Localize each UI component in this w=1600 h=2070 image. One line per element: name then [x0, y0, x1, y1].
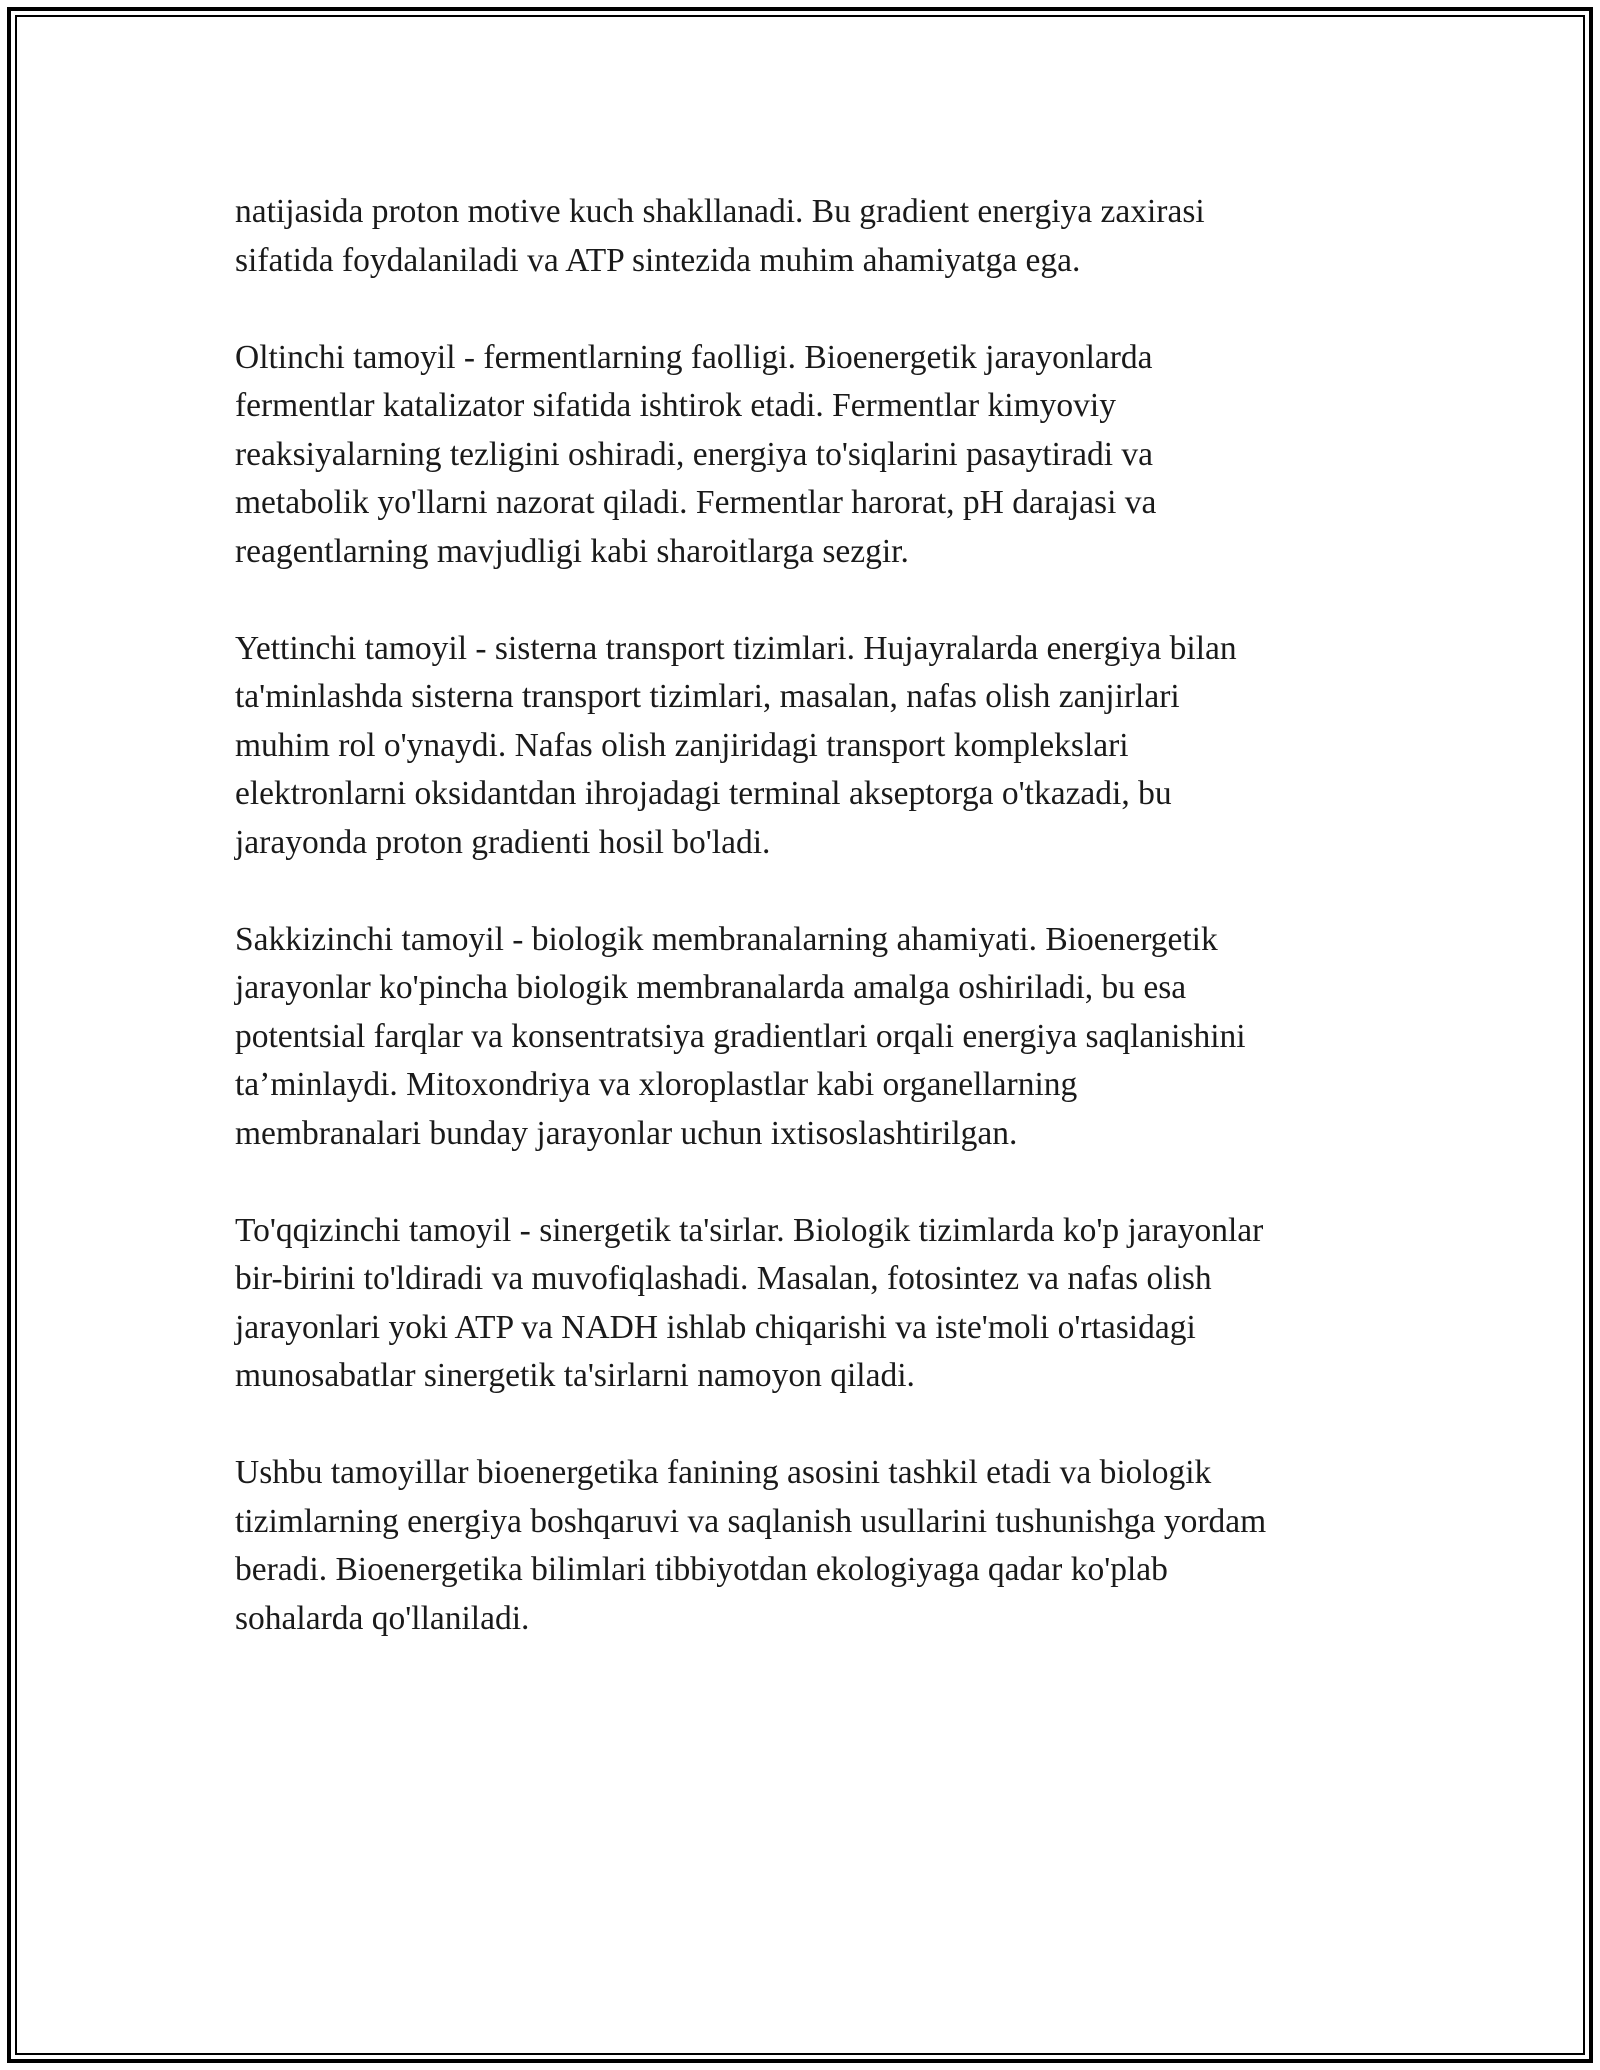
text-line: metabolik yo'llarni nazorat qiladi. Fermentlar harorat, pH darajasi va	[235, 484, 1157, 521]
text-line: beradi. Bioenergetika bilimlari tibbiyotdan ekologiyaga qadar ko'plab	[235, 1551, 1168, 1588]
text-line: jarayonlar ko'pincha biologik membranalarda amalga oshiriladi, bu esa	[235, 969, 1187, 1006]
text-line: sifatida foydalaniladi va ATP sintezida muhim ahamiyatga ega.	[235, 241, 1081, 279]
text-line: sohalarda qo'llaniladi.	[235, 1599, 530, 1637]
text-line: Ushbu tamoyillar bioenergetika fanining asosini tashkil etadi va biologik	[235, 1454, 1212, 1491]
document-body	[235, 188, 1395, 1692]
text-line: bir-birini to'ldiradi va muvofiqlashadi. Masalan, fotosintez va nafas olish	[235, 1260, 1212, 1297]
text-line: tizimlarning energiya boshqaruvi va saqlanish usullarini tushunishga yordam	[235, 1502, 1267, 1540]
text-line: fermentlar katalizator sifatida ishtirok etadi. Fermentlar kimyoviy	[235, 387, 1116, 424]
paragraph-ninth-principle	[235, 1207, 1395, 1401]
text-line: membranalari bunday jarayonlar uchun ixtisoslashtirilgan.	[235, 1114, 1018, 1152]
text-line: potentsial farqlar va konsentratsiya gradientlari orqali energiya saqlanishini	[235, 1017, 1246, 1055]
text-line: Oltinchi tamoyil - fermentlarning faolligi. Bioenergetik jarayonlarda	[235, 338, 1153, 376]
text-line: Sakkizinchi tamoyil - biologik membranalarning ahamiyati. Bioenergetik	[235, 920, 1218, 958]
text-line: munosabatlar sinergetik ta'sirlarni namoyon qiladi.	[235, 1357, 915, 1394]
paragraph-proton-gradient	[235, 188, 1395, 285]
text-line: reagentlarning mavjudligi kabi sharoitlarga sezgir.	[235, 532, 909, 570]
text-line: muhim rol o'ynaydi. Nafas olish zanjiridagi transport komplekslari	[235, 726, 1129, 764]
text-line: elektronlarni oksidantdan ihrojadagi terminal akseptorga o'tkazadi, bu	[235, 775, 1172, 812]
text-line: To'qqizinchi tamoyil - sinergetik ta'sirlar. Biologik tizimlarda ko'p jarayonlar	[235, 1211, 1264, 1249]
paragraph-seventh-principle	[235, 625, 1395, 868]
text-line: jarayonlari yoki ATP va NADH ishlab chiqarishi va iste'moli o'rtasidagi	[235, 1308, 1196, 1346]
text-line: Yettinchi tamoyil - sisterna transport tizimlari. Hujayralarda energiya bilan	[235, 629, 1237, 667]
text-line: jarayonda proton gradienti hosil bo'ladi.	[235, 823, 771, 861]
text-line: reaksiyalarning tezligini oshiradi, energiya to'siqlarini pasaytiradi va	[235, 435, 1154, 473]
text-line: natijasida proton motive kuch shakllanadi. Bu gradient energiya zaxirasi	[235, 193, 1205, 230]
text-line: ta'minlashda sisterna transport tizimlari, masalan, nafas olish zanjirlari	[235, 678, 1180, 715]
text-line: ta’minlaydi. Mitoxondriya va xloroplastlar kabi organellarning	[235, 1066, 1078, 1103]
paragraph-conclusion	[235, 1449, 1395, 1643]
paragraph-sixth-principle	[235, 334, 1395, 577]
paragraph-eighth-principle	[235, 916, 1395, 1159]
